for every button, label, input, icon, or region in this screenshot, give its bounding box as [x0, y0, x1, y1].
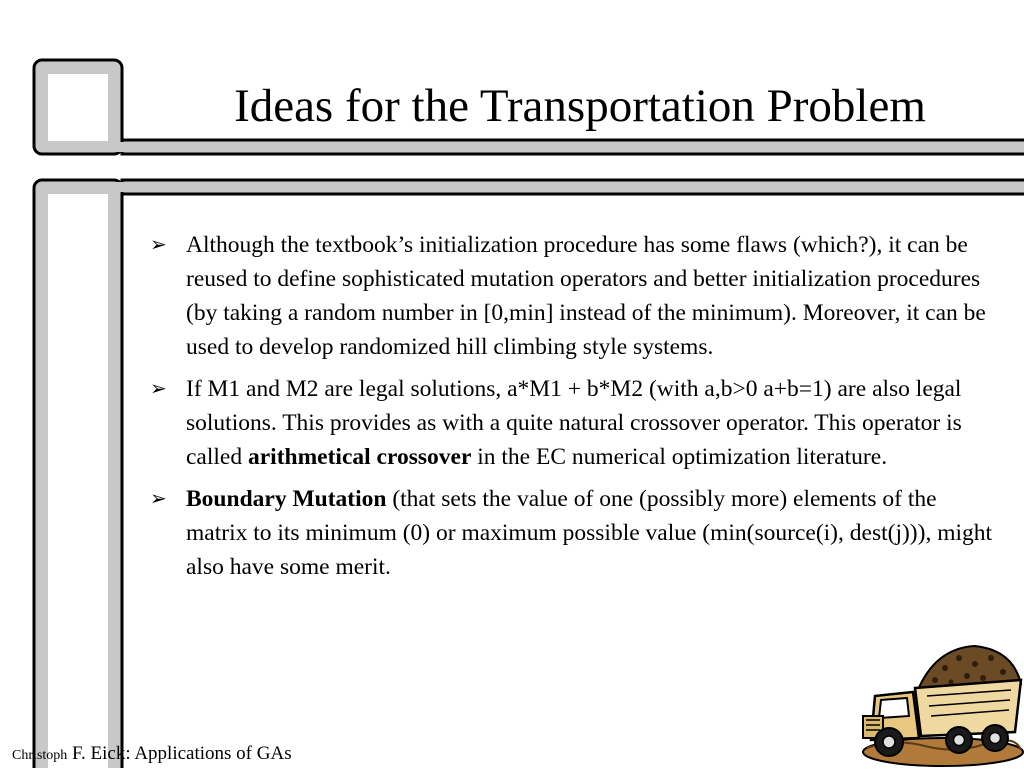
bullet-text: [186, 232, 986, 360]
slide-footer: [12, 741, 292, 769]
bullet-item: [150, 228, 1000, 364]
bullet-item: [150, 372, 1000, 474]
footer-text: F. Eick: Applications of GAs: [71, 743, 292, 764]
text-run: in the EC numerical optimization literature.: [471, 444, 888, 470]
text-run: Although the textbook’s initialization procedure has some flaws (which?), it can be reused to define sophisticated mutation operators and better initialization procedures (by taking a random number in [0,min] instead of the minimum). Moreover, it can be used to develop randomized hill climbing style systems.: [186, 232, 986, 360]
dump-truck-icon: [855, 640, 1024, 768]
text-run: If M1 and M2 are legal solutions, a*M1 + b*M2 (with a,b>0 a+b=1) are also legal solutions. This provides as with a quite natural crossover operator. This operator is called: [186, 376, 962, 470]
bullet-list: [150, 228, 1000, 592]
bullet-text: [186, 376, 962, 470]
arrow-bullet-icon: ➢: [150, 378, 167, 400]
bold-term: arithmetical crossover: [247, 444, 472, 470]
bold-term: Boundary Mutation: [186, 486, 387, 512]
footer-first-name: Christoph: [12, 748, 68, 763]
arrow-bullet-icon: ➢: [150, 488, 167, 510]
arrow-bullet-icon: ➢: [150, 234, 167, 256]
bullet-item: [150, 482, 1000, 584]
text-run: (that sets the value of one (possibly more) elements of the matrix to its minimum (0) or maximum possible value (min(source(i), dest(j))), might also have some merit.: [186, 486, 993, 580]
bullet-text: [186, 486, 992, 580]
slide-title: Ideas for the Transportation Problem: [234, 80, 926, 132]
